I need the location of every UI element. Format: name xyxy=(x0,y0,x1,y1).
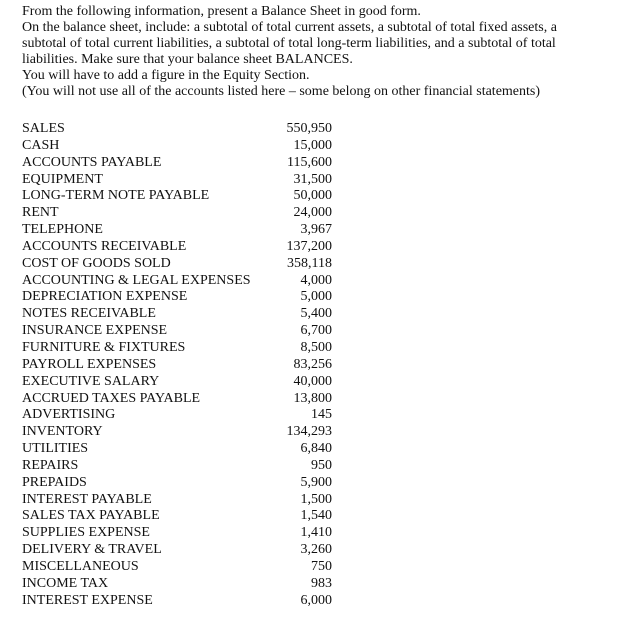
account-name: REPAIRS xyxy=(22,457,79,473)
account-row xyxy=(22,121,332,138)
account-amount: 13,800 xyxy=(293,390,332,406)
account-row xyxy=(22,172,332,189)
account-name: DELIVERY & TRAVEL xyxy=(22,542,162,558)
account-name: TELEPHONE xyxy=(22,222,103,238)
account-amount: 3,967 xyxy=(300,222,332,238)
account-amount: 4,000 xyxy=(300,272,332,288)
account-row xyxy=(22,374,332,391)
instruction-line: subtotal of total current liabilities, a subtotal of total long-term liabilities, and a subtotal of total xyxy=(22,36,556,52)
account-amount: 358,118 xyxy=(287,255,332,271)
account-name: ACCOUNTS PAYABLE xyxy=(22,154,162,170)
account-amount: 750 xyxy=(311,558,332,574)
account-amount: 6,000 xyxy=(300,592,332,608)
account-row xyxy=(22,138,332,155)
account-amount: 1,410 xyxy=(300,525,332,541)
account-amount: 137,200 xyxy=(286,238,332,254)
account-name: INTEREST EXPENSE xyxy=(22,592,153,608)
account-name: NOTES RECEIVABLE xyxy=(22,306,156,322)
account-row xyxy=(22,289,332,306)
account-name: EQUIPMENT xyxy=(22,171,103,187)
account-row xyxy=(22,441,332,458)
account-amount: 950 xyxy=(311,457,332,473)
account-row xyxy=(22,188,332,205)
account-amount: 3,260 xyxy=(300,542,332,558)
account-name: INCOME TAX xyxy=(22,575,109,591)
account-amount: 6,840 xyxy=(300,441,332,457)
account-name: ADVERTISING xyxy=(22,407,116,423)
account-name: SUPPLIES EXPENSE xyxy=(22,525,150,541)
account-amount: 50,000 xyxy=(293,188,332,204)
account-row xyxy=(22,492,332,509)
account-name: INTEREST PAYABLE xyxy=(22,491,152,507)
account-name: SALES TAX PAYABLE xyxy=(22,508,160,524)
account-row xyxy=(22,340,332,357)
account-row xyxy=(22,222,332,239)
account-name: MISCELLANEOUS xyxy=(22,558,139,574)
account-row xyxy=(22,155,332,172)
account-amount: 31,500 xyxy=(293,171,332,187)
account-row xyxy=(22,508,332,525)
account-name: PAYROLL EXPENSES xyxy=(22,356,157,372)
instruction-line: liabilities. Make sure that your balance sheet BALANCES. xyxy=(22,52,353,68)
account-row xyxy=(22,559,332,576)
account-name: EXECUTIVE SALARY xyxy=(22,373,160,389)
account-amount: 1,500 xyxy=(300,491,332,507)
account-name: DEPRECIATION EXPENSE xyxy=(22,289,188,305)
instruction-line: From the following information, present a Balance Sheet in good form. xyxy=(22,4,421,19)
account-name: ACCRUED TAXES PAYABLE xyxy=(22,390,201,406)
account-amount: 83,256 xyxy=(293,356,332,372)
account-row xyxy=(22,593,332,610)
account-row xyxy=(22,525,332,542)
accounts-list xyxy=(22,121,332,609)
account-amount: 5,000 xyxy=(300,289,332,305)
account-name: CASH xyxy=(22,137,60,153)
account-name: UTILITIES xyxy=(22,441,89,457)
account-amount: 15,000 xyxy=(293,137,332,153)
account-amount: 1,540 xyxy=(300,508,332,524)
account-amount: 5,400 xyxy=(300,306,332,322)
account-name: RENT xyxy=(22,205,59,221)
instruction-line: (You will not use all of the accounts listed here – some belong on other financial statements) xyxy=(22,84,541,100)
account-row xyxy=(22,475,332,492)
account-amount: 5,900 xyxy=(300,474,332,490)
account-name: INVENTORY xyxy=(22,424,103,440)
account-name: FURNITURE & FIXTURES xyxy=(22,339,186,355)
account-row xyxy=(22,273,332,290)
account-amount: 24,000 xyxy=(293,205,332,221)
instruction-line: On the balance sheet, include: a subtotal of total current assets, a subtotal of total fixed assets, a xyxy=(22,20,557,36)
account-row xyxy=(22,391,332,408)
account-row xyxy=(22,205,332,222)
account-amount: 6,700 xyxy=(300,323,332,339)
account-name: INSURANCE EXPENSE xyxy=(22,323,168,339)
account-row xyxy=(22,424,332,441)
account-row xyxy=(22,306,332,323)
account-row xyxy=(22,576,332,593)
account-amount: 115,600 xyxy=(287,154,332,170)
account-row xyxy=(22,239,332,256)
account-amount: 550,950 xyxy=(286,121,332,136)
account-amount: 8,500 xyxy=(300,339,332,355)
account-row xyxy=(22,256,332,273)
account-row xyxy=(22,323,332,340)
account-amount: 145 xyxy=(311,407,332,423)
account-amount: 983 xyxy=(311,575,332,591)
account-name: COST OF GOODS SOLD xyxy=(22,255,171,271)
account-amount: 134,293 xyxy=(286,424,332,440)
instructions-block xyxy=(22,4,622,101)
account-amount: 40,000 xyxy=(293,373,332,389)
account-name: ACCOUNTS RECEIVABLE xyxy=(22,238,187,254)
account-row xyxy=(22,407,332,424)
account-row xyxy=(22,542,332,559)
account-row xyxy=(22,458,332,475)
account-name: ACCOUNTING & LEGAL EXPENSES xyxy=(22,272,251,288)
account-name: SALES xyxy=(22,121,65,136)
instruction-line: You will have to add a figure in the Equity Section. xyxy=(22,68,310,84)
account-name: PREPAIDS xyxy=(22,474,87,490)
account-row xyxy=(22,357,332,374)
account-name: LONG-TERM NOTE PAYABLE xyxy=(22,188,210,204)
